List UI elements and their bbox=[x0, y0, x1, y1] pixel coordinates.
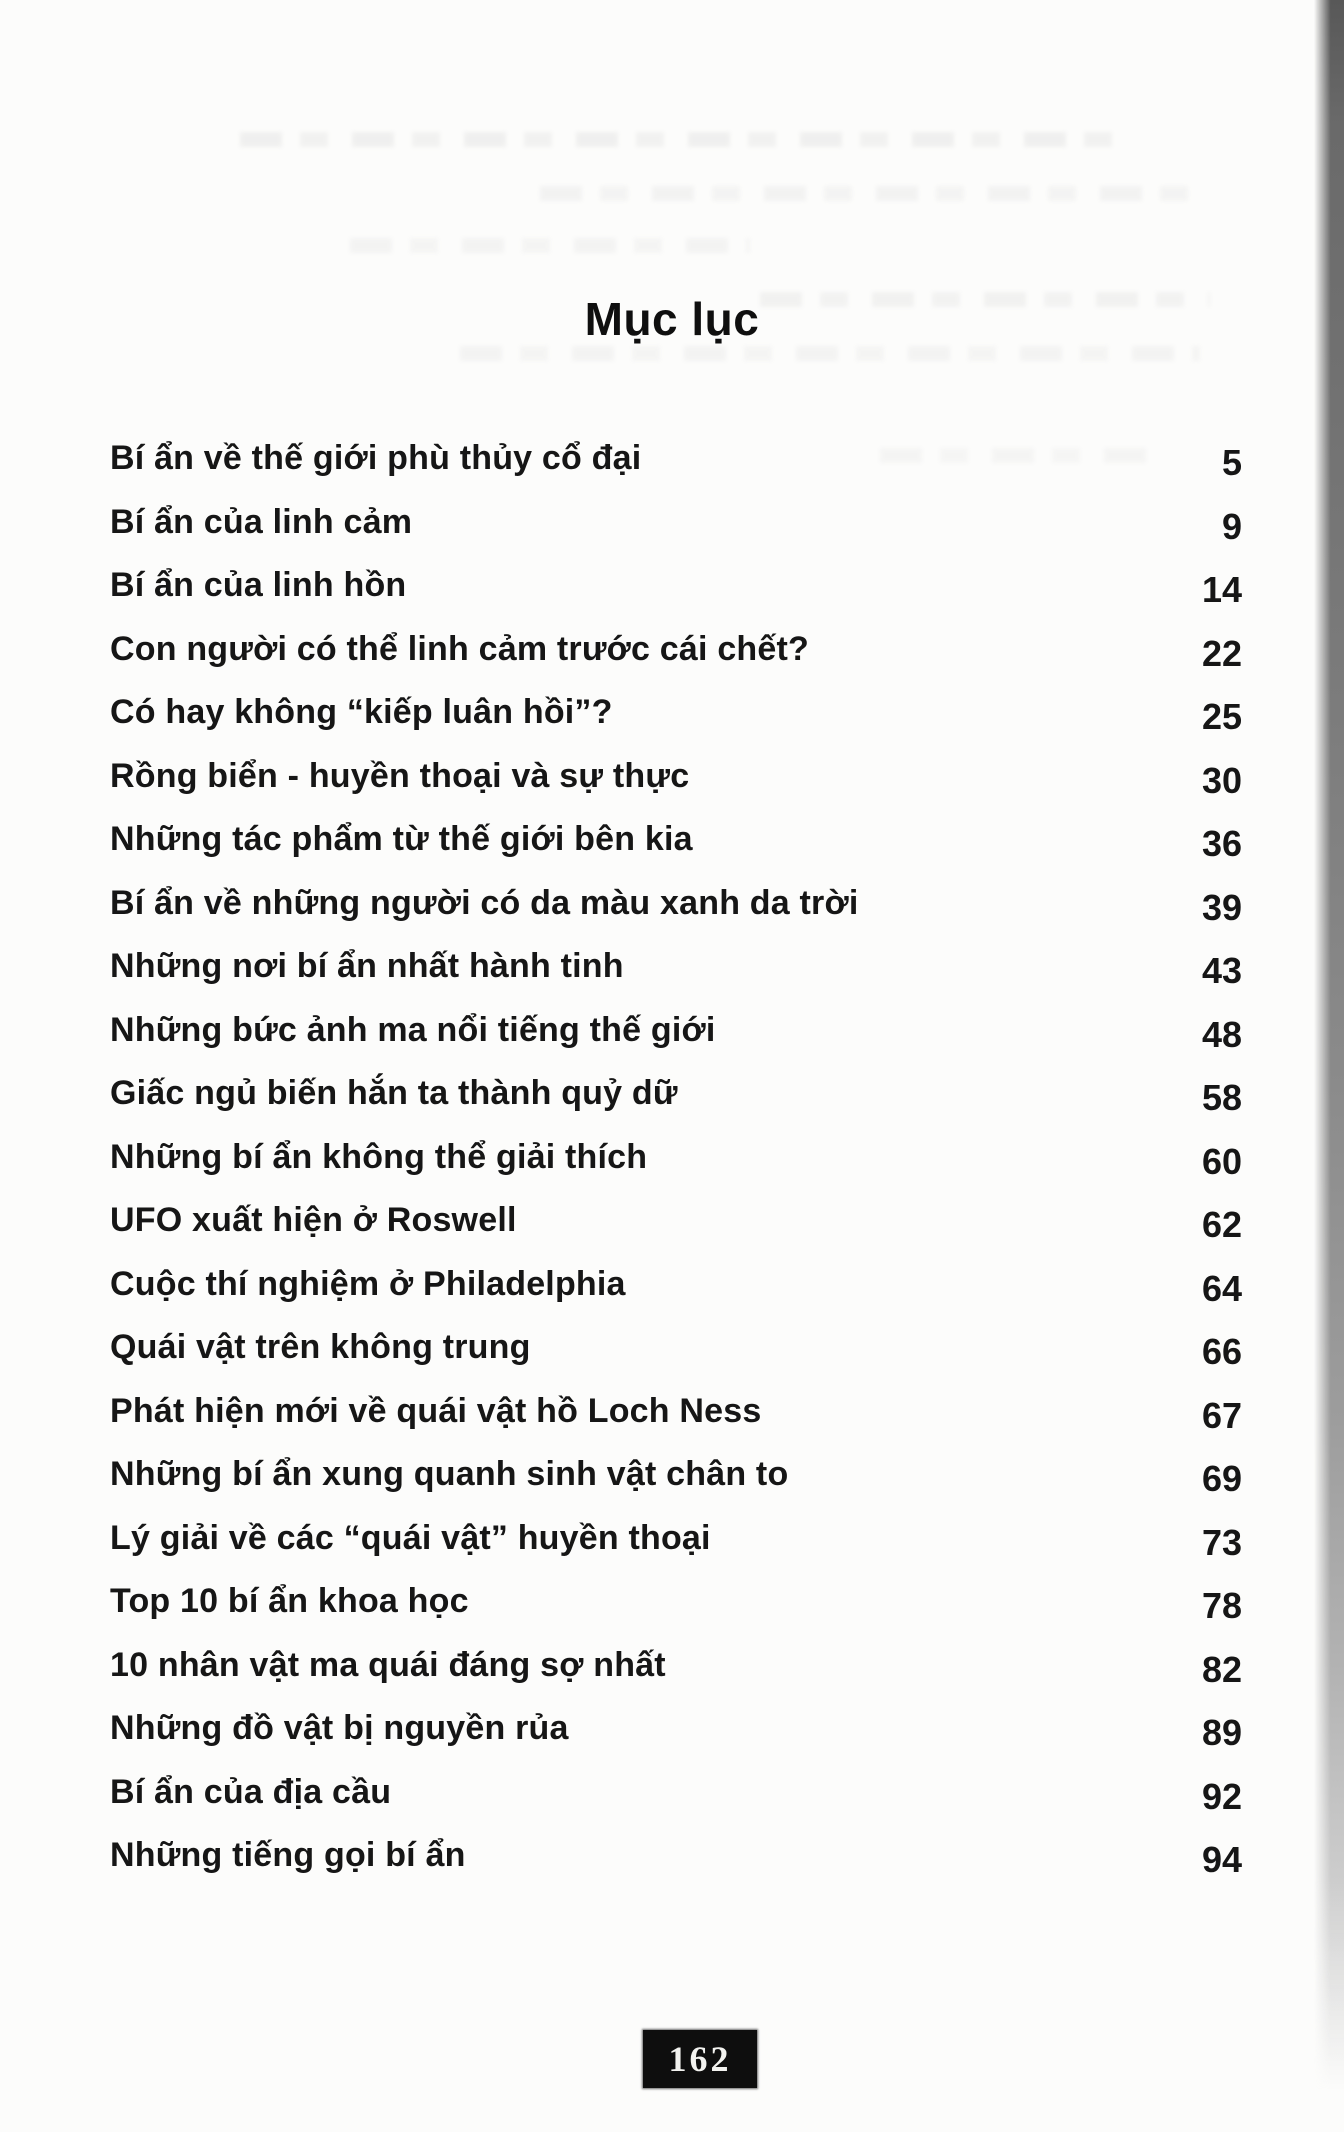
toc-row bbox=[110, 756, 1242, 820]
footer-page-number: 162 bbox=[668, 2039, 732, 2079]
toc-entry-title: Phát hiện mới về quái vật hồ Loch Ness bbox=[110, 1391, 762, 1430]
toc-entry-page: 48 bbox=[1201, 1013, 1242, 1055]
toc-entry-title: Những bí ẩn xung quanh sinh vật chân to bbox=[110, 1455, 789, 1493]
toc-entry-title: Rồng biển - huyền thoại và sự thực bbox=[110, 756, 690, 795]
toc-row bbox=[110, 1454, 1242, 1518]
toc-entry-page: 94 bbox=[1201, 1839, 1242, 1880]
toc-row bbox=[110, 1327, 1242, 1391]
toc-entry-page: 5 bbox=[1221, 442, 1242, 483]
toc-entry-page: 9 bbox=[1221, 505, 1242, 547]
toc-entry-title: Những nơi bí ẩn nhất hành tinh bbox=[110, 947, 624, 985]
toc-row bbox=[110, 1264, 1242, 1328]
bleed-through-ghost-line bbox=[240, 132, 1130, 147]
bleed-through-ghost-line bbox=[540, 186, 1190, 201]
toc-entry-page: 14 bbox=[1201, 569, 1242, 610]
toc-entry-title: Những bức ảnh ma nổi tiếng thế giới bbox=[110, 1010, 716, 1049]
toc-row bbox=[110, 819, 1242, 883]
toc-entry-title: Những bí ẩn không thể giải thích bbox=[110, 1137, 648, 1176]
toc-row bbox=[110, 946, 1242, 1010]
toc-entry-page: 64 bbox=[1201, 1267, 1242, 1309]
bleed-through-ghost-line bbox=[460, 346, 1200, 361]
toc-row bbox=[110, 692, 1242, 756]
toc-entry-page: 89 bbox=[1201, 1712, 1242, 1753]
toc-entry-page: 82 bbox=[1201, 1648, 1242, 1690]
toc-row bbox=[110, 1581, 1242, 1645]
toc-row bbox=[110, 1137, 1242, 1201]
toc-entry-title: Những đồ vật bị nguyền rủa bbox=[110, 1709, 569, 1747]
toc-entry-page: 30 bbox=[1201, 759, 1242, 801]
toc-entry-title: Những tác phẩm từ thế giới bên kia bbox=[110, 820, 693, 858]
toc-entry-title: 10 nhân vật ma quái đáng sợ nhất bbox=[110, 1645, 666, 1684]
footer-page-number-box bbox=[643, 2030, 757, 2088]
toc-entry-title: Cuộc thí nghiệm ở Philadelphia bbox=[110, 1264, 626, 1303]
toc-entry-title: Giấc ngủ biến hắn ta thành quỷ dữ bbox=[110, 1074, 678, 1112]
toc-row bbox=[110, 565, 1242, 629]
toc-row bbox=[110, 1391, 1242, 1455]
toc-row bbox=[110, 1010, 1242, 1074]
toc-row bbox=[110, 1073, 1242, 1137]
page-title: Mục lục bbox=[584, 293, 760, 345]
toc-row bbox=[110, 502, 1242, 566]
toc-entry-page: 92 bbox=[1201, 1775, 1242, 1817]
toc-row bbox=[110, 438, 1242, 502]
toc-entry-page: 66 bbox=[1201, 1331, 1242, 1372]
toc-entry-page: 39 bbox=[1201, 886, 1242, 928]
book-binding-shadow bbox=[1314, 0, 1344, 2090]
toc-entry-title: Top 10 bí ẩn khoa học bbox=[110, 1582, 469, 1620]
toc-entry-title: Bí ẩn của linh cảm bbox=[110, 502, 413, 541]
toc-entry-page: 78 bbox=[1201, 1585, 1242, 1626]
toc-entry-title: Bí ẩn về những người có da màu xanh da trời bbox=[110, 883, 859, 922]
toc-list bbox=[110, 438, 1242, 1899]
toc-entry-page: 25 bbox=[1201, 696, 1242, 737]
toc-row bbox=[110, 1200, 1242, 1264]
toc-entry-title: UFO xuất hiện ở Roswell bbox=[110, 1201, 517, 1239]
toc-entry-page: 62 bbox=[1201, 1204, 1242, 1245]
toc-entry-page: 22 bbox=[1201, 632, 1242, 674]
bleed-through-ghost-line bbox=[350, 238, 750, 253]
toc-entry-title: Bí ẩn của linh hồn bbox=[110, 566, 407, 604]
toc-entry-page: 69 bbox=[1201, 1458, 1242, 1499]
toc-entry-page: 58 bbox=[1201, 1077, 1242, 1118]
toc-entry-page: 73 bbox=[1201, 1521, 1242, 1563]
toc-entry-page: 36 bbox=[1201, 823, 1242, 864]
toc-row bbox=[110, 1708, 1242, 1772]
toc-entry-title: Con người có thể linh cảm trước cái chết? bbox=[110, 629, 809, 668]
toc-entry-title: Quái vật trên không trung bbox=[110, 1328, 531, 1366]
toc-entry-title: Có hay không “kiếp luân hồi”? bbox=[110, 693, 613, 731]
toc-entry-title: Những tiếng gọi bí ẩn bbox=[110, 1836, 466, 1874]
toc-entry-page: 67 bbox=[1201, 1394, 1242, 1436]
toc-entry-title: Lý giải về các “quái vật” huyền thoại bbox=[110, 1518, 711, 1557]
toc-entry-title: Bí ẩn về thế giới phù thủy cổ đại bbox=[110, 439, 642, 477]
toc-row bbox=[110, 883, 1242, 947]
toc-row bbox=[110, 1835, 1242, 1899]
toc-row bbox=[110, 1772, 1242, 1836]
toc-entry-title: Bí ẩn của địa cầu bbox=[110, 1772, 392, 1811]
toc-row bbox=[110, 1518, 1242, 1582]
toc-entry-page: 43 bbox=[1201, 950, 1242, 991]
toc-row bbox=[110, 1645, 1242, 1709]
toc-entry-page: 60 bbox=[1201, 1140, 1242, 1182]
toc-row bbox=[110, 629, 1242, 693]
